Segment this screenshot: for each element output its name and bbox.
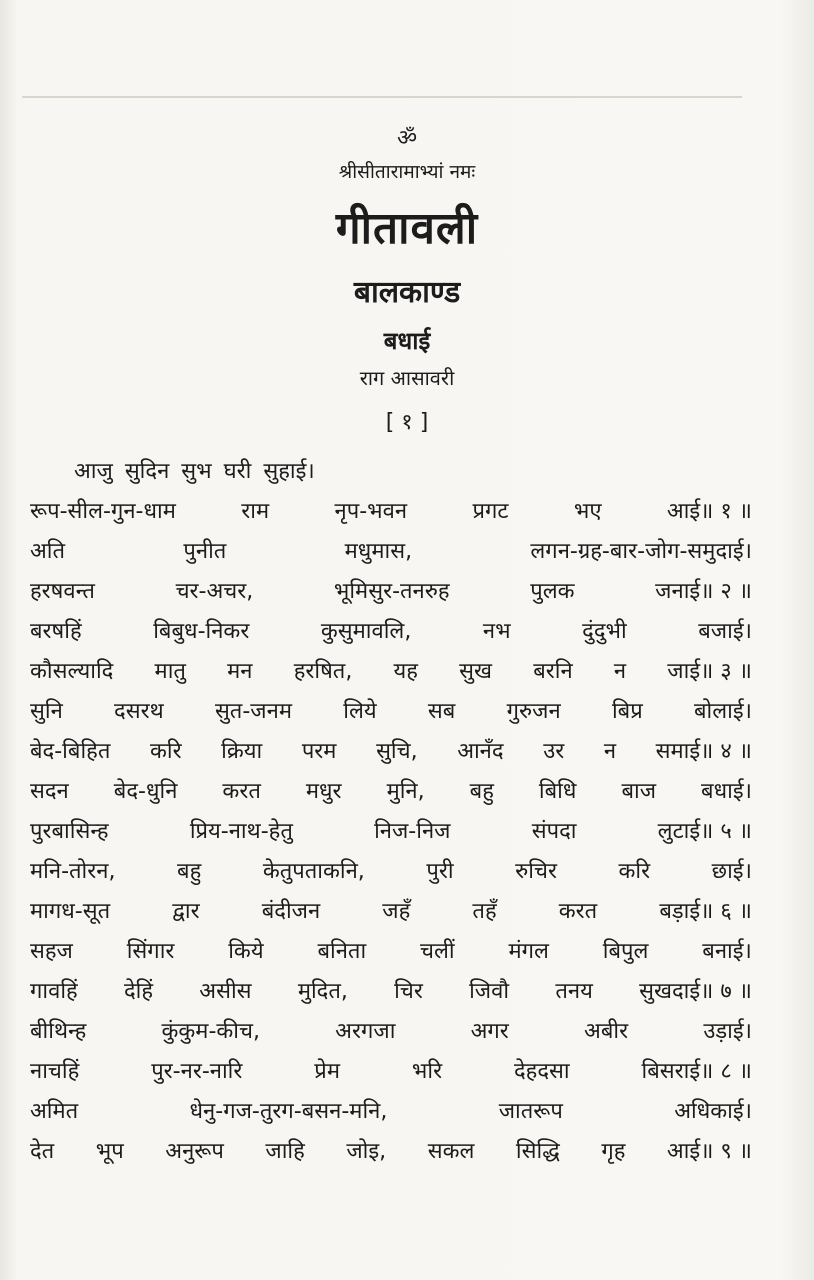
verse-line	[30, 492, 752, 532]
running-header-rule	[22, 96, 742, 98]
verse-word: आई॥ १ ॥	[666, 499, 752, 524]
verse-word: राम	[241, 499, 270, 524]
verse-line	[30, 1092, 752, 1132]
verse-word: देहिं	[123, 979, 154, 1004]
verse-word: जोइ,	[346, 1139, 387, 1164]
verse-word: करत	[222, 779, 261, 804]
verse-word: आई॥ ९ ॥	[666, 1139, 752, 1164]
verse-word: घरी	[223, 459, 252, 484]
verse-word: सुत-जनम	[214, 699, 292, 724]
verse-word: छाई।	[711, 859, 752, 884]
verse-word: यह	[393, 659, 418, 684]
verse-word: जाहि	[265, 1139, 305, 1164]
verse-word: देहदसा	[514, 1059, 570, 1084]
verse-word: केतुपताकनि,	[262, 859, 365, 884]
verse-word: मुनि,	[386, 779, 425, 804]
verse-word: भूप	[95, 1139, 124, 1164]
pada-number: [ १ ]	[385, 410, 429, 435]
verse-word: निज-निज	[374, 819, 451, 844]
verse-line	[30, 1012, 752, 1052]
verse-word: मुदित,	[297, 979, 348, 1004]
verse-word: बहु	[469, 779, 494, 804]
verse-word: बेद-धुनि	[113, 779, 178, 804]
verse-word: जाई॥ ३ ॥	[667, 659, 752, 684]
verse-word: दुंदुभी	[582, 619, 627, 644]
verse-word: बजाई।	[698, 619, 752, 644]
verse-line	[30, 1052, 752, 1092]
verse-word: कुंकुम-कीच,	[161, 1019, 260, 1044]
verse-word: हरषवन्त	[30, 579, 95, 604]
verse-word: बीथिन्ह	[30, 1019, 87, 1044]
verse-word: सदन	[30, 779, 69, 804]
verse-line	[30, 812, 752, 852]
verse-word: बरनि	[533, 659, 573, 684]
verse-word: समाई॥ ४ ॥	[655, 739, 752, 764]
verse-word: मधुर	[305, 779, 342, 804]
verse-word: मनि-तोरन,	[30, 859, 116, 884]
verse-word: सुभ	[181, 459, 212, 484]
verse-word: द्वार	[172, 899, 200, 924]
verse-word: नृप-भवन	[334, 499, 408, 524]
verse-line	[30, 612, 752, 652]
verse-word: सुखदाई॥ ७ ॥	[639, 979, 752, 1004]
verse-word: नभ	[482, 619, 511, 644]
verse-word: गृह	[601, 1139, 626, 1164]
verse-word: गुरुजन	[506, 699, 561, 724]
verse-word: पुरबासिन्ह	[30, 819, 109, 844]
verse-word: बाज	[621, 779, 657, 804]
verse-word: बड़ाई॥ ६ ॥	[659, 899, 752, 924]
verse-word: भूमिसुर-तनरुह	[333, 579, 450, 604]
verse-word: बिधि	[538, 779, 577, 804]
verse-word: दसरथ	[114, 699, 164, 724]
verse-word: तहँ	[472, 899, 497, 924]
verse-word: चिर	[394, 979, 423, 1004]
verse-word: सुख	[459, 659, 493, 684]
verse-block	[30, 452, 752, 1172]
verse-word: बिबुध-निकर	[153, 619, 250, 644]
verse-word: जनाई॥ २ ॥	[655, 579, 752, 604]
verse-word: बधाई।	[701, 779, 752, 804]
verse-word: पुरी	[426, 859, 454, 884]
raga-name: राग आसावरी	[359, 366, 455, 390]
verse-word: जिवौ	[469, 979, 510, 1004]
section-heading: बधाई	[383, 327, 431, 355]
verse-word: मातु	[154, 659, 186, 684]
verse-word: कौसल्यादि	[30, 659, 114, 684]
verse-word: परम	[301, 739, 337, 764]
verse-word: लगन-ग्रह-बार-जोग-समुदाई।	[530, 539, 752, 564]
verse-word: नाचहिं	[30, 1059, 80, 1084]
verse-word: पुलक	[530, 579, 575, 604]
verse-word: प्रगट	[472, 499, 509, 524]
verse-line	[30, 732, 752, 772]
verse-word: देत	[30, 1139, 55, 1164]
verse-word: उड़ाई।	[703, 1019, 752, 1044]
verse-word: रूप-सील-गुन-धाम	[30, 499, 176, 524]
verse-line	[30, 652, 752, 692]
verse-word: बंदीजन	[261, 899, 321, 924]
verse-word: अधिकाई।	[674, 1099, 752, 1124]
verse-word: आनँद	[457, 739, 504, 764]
verse-word: भरि	[411, 1059, 443, 1084]
verse-word: सुचि,	[376, 739, 418, 764]
verse-word: पुनीत	[183, 539, 227, 564]
verse-word: सब	[427, 699, 456, 724]
invocation-line: श्रीसीतारामाभ्यां नमः	[338, 161, 476, 183]
verse-word: पुर-नर-नारि	[151, 1059, 243, 1084]
verse-word: मागध-सूत	[30, 899, 111, 924]
verse-word: प्रेम	[314, 1059, 340, 1084]
verse-line	[30, 972, 752, 1012]
verse-word: सिंगार	[126, 939, 175, 964]
verse-word: न	[603, 739, 617, 764]
verse-word: कुसुमावलि,	[320, 619, 412, 644]
verse-word: भए	[573, 499, 602, 524]
verse-word: हरषित,	[293, 659, 353, 684]
verse-word: अबीर	[584, 1019, 629, 1044]
verse-word: जहँ	[382, 899, 411, 924]
verse-line	[30, 572, 752, 612]
verse-line	[30, 1132, 752, 1172]
verse-word: बेद-बिहित	[30, 739, 111, 764]
verse-word: अगर	[470, 1019, 509, 1044]
verse-word: लुटाई॥ ५ ॥	[657, 819, 752, 844]
verse-line	[30, 452, 752, 492]
verse-word: बिसराई॥ ८ ॥	[641, 1059, 752, 1084]
verse-line	[30, 892, 752, 932]
verse-line	[30, 532, 752, 572]
verse-word: बोलाई।	[693, 699, 752, 724]
verse-word: लिये	[343, 699, 377, 724]
verse-line	[30, 772, 752, 812]
verse-word: न	[613, 659, 627, 684]
verse-word: सहज	[30, 939, 73, 964]
verse-word: अरगजा	[335, 1019, 396, 1044]
verse-word: अति	[30, 539, 66, 564]
verse-word: जातरूप	[498, 1099, 563, 1124]
verse-word: असीस	[199, 979, 252, 1004]
verse-word: रुचिर	[515, 859, 557, 884]
verse-line	[30, 852, 752, 892]
verse-word: उर	[543, 739, 565, 764]
verse-word: किये	[228, 939, 264, 964]
kanda-heading: बालकाण्ड	[353, 275, 461, 310]
verse-word: बरषहिं	[30, 619, 82, 644]
verse-word: चलीं	[420, 939, 455, 964]
verse-word: बनिता	[317, 939, 367, 964]
verse-word: सुहाई।	[263, 459, 315, 484]
verse-word: बिप्र	[611, 699, 643, 724]
verse-word: बनाई।	[702, 939, 752, 964]
verse-word: संपदा	[531, 819, 577, 844]
verse-word: सकल	[427, 1139, 475, 1164]
book-title: गीतावली	[335, 203, 479, 254]
verse-word: सुनि	[30, 699, 63, 724]
verse-word: बिपुल	[602, 939, 649, 964]
verse-word: सुदिन	[124, 459, 170, 484]
verse-word: करत	[558, 899, 598, 924]
verse-line	[30, 932, 752, 972]
verse-word: प्रिय-नाथ-हेतु	[189, 819, 293, 844]
verse-word: अमित	[30, 1099, 79, 1124]
verse-word: मधुमास,	[344, 539, 413, 564]
verse-word: सिद्धि	[515, 1139, 560, 1164]
verse-word: मंगल	[508, 939, 549, 964]
verse-word: तनय	[555, 979, 593, 1004]
verse-word: आजु	[74, 459, 113, 484]
verse-word: क्रिया	[221, 739, 263, 764]
verse-word: बहु	[177, 859, 202, 884]
om-symbol: ॐ	[396, 126, 418, 151]
verse-word: करि	[149, 739, 182, 764]
verse-word: करि	[618, 859, 651, 884]
verse-word: मन	[227, 659, 253, 684]
verse-word: धेनु-गज-तुरग-बसन-मनि,	[189, 1099, 388, 1124]
verse-word: अनुरूप	[165, 1139, 224, 1164]
verse-word: चर-अचर,	[175, 579, 254, 604]
verse-line	[30, 692, 752, 732]
verse-word: गावहिं	[30, 979, 78, 1004]
